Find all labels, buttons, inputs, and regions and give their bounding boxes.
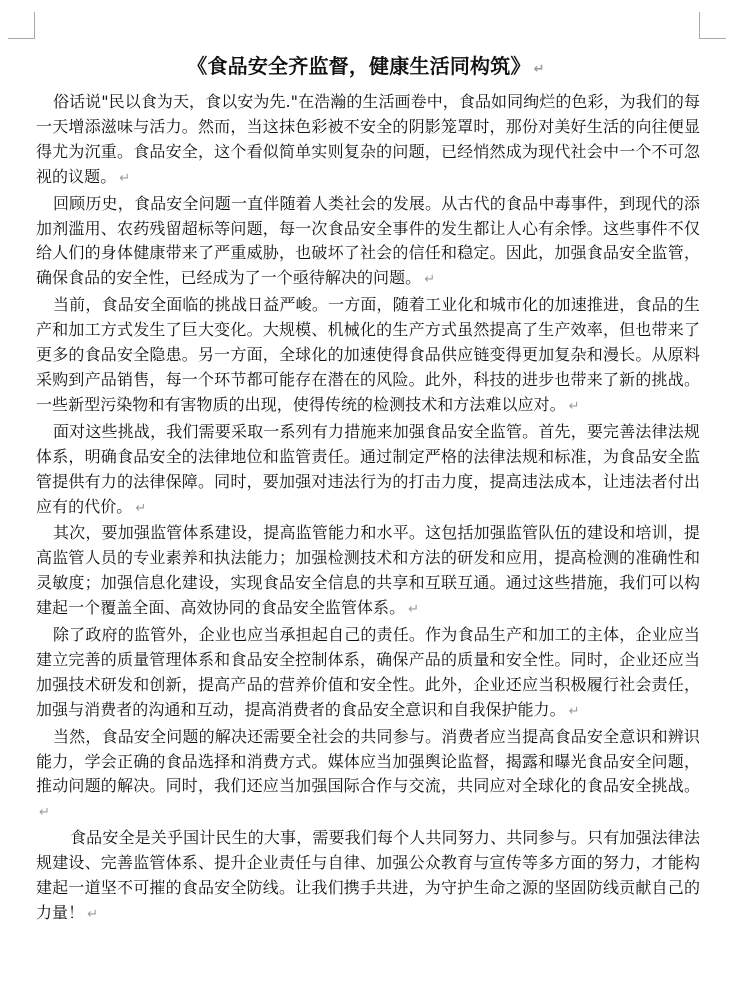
paragraph-mark-icon: ↵ (119, 170, 131, 186)
paragraph-text: 其次，要加强监管体系建设，提高监管能力和水平。这包括加强监管队伍的建设和培训，提高监管人员的专业素养和执法能力；加强检测技术和方法的研发和应用，提高检测的准确性和灵敏度；加强信息化建设，实现食品安全信息的共享和互联互通。通过这些措施，我们可以构建起一个覆盖全面、高效协同的食品安全监管体系。 (36, 523, 700, 618)
paragraph-mark-icon: ↵ (424, 272, 436, 288)
crop-mark-top-right (699, 12, 726, 39)
paragraph-mark-icon: ↵ (568, 703, 580, 719)
paragraph[interactable] (36, 623, 700, 725)
paragraph-mark-icon: ↵ (408, 602, 420, 618)
paragraph[interactable] (36, 90, 700, 192)
document-body[interactable] (36, 90, 700, 928)
paragraph-text: 食品安全是关乎国计民生的大事，需要我们每个人共同努力、共同参与。只有加强法律法规建设、完善监管体系、提升企业责任与自律、加强公众教育与宣传等多方面的努力，才能构建起一道坚不可摧的食品安全防线。让我们携手共进，为守护生命之源的坚固防线贡献自己的力量！ (36, 828, 700, 922)
paragraph-text: 除了政府的监管外，企业也应当承担起自己的责任。作为食品生产和加工的主体，企业应当建立完善的质量管理体系和食品安全控制体系，确保产品的质量和安全性。同时，企业还应当加强技术研发和创新，提高产品的营养价值和安全性。此外，企业还应当积极履行社会责任，加强与消费者的沟通和互动，提高消费者的食品安全意识和自我保护能力。 (36, 625, 700, 719)
paragraph[interactable] (36, 192, 700, 294)
paragraph[interactable] (36, 521, 700, 623)
document-title-line[interactable] (0, 51, 732, 85)
paragraph-text: 俗话说"民以食为天，食以安为先."在浩瀚的生活画卷中，食品如同绚烂的色彩，为我们的每一天增添滋味与活力。然而，当这抹色彩被不安全的阴影笼罩时，那份对美好生活的向往便显得尤为沉重。食品安全，这个看似简单实则复杂的问题，已经悄然成为现代社会中一个不可忽视的议题。 (36, 92, 700, 186)
paragraph[interactable] (36, 725, 700, 827)
paragraph-mark-icon: ↵ (568, 398, 580, 414)
paragraph[interactable] (36, 826, 700, 928)
paragraph-mark-icon: ↵ (39, 805, 50, 821)
paragraph-mark-icon: ↵ (533, 62, 545, 77)
crop-mark-top-left (8, 12, 35, 39)
paragraph-text: 回顾历史，食品安全问题一直伴随着人类社会的发展。从古代的食品中毒事件，到现代的添加剂滥用、农药残留超标等问题，每一次食品安全事件的发生都让人心有余悸。这些事件不仅给人们的身体健康带来了严重威胁，也破坏了社会的信任和稳定。因此，加强食品安全监管，确保食品的安全性，已经成为了一个亟待解决的问题。 (36, 193, 700, 288)
paragraph-text: 面对这些挑战，我们需要采取一系列有力措施来加强食品安全监管。首先，要完善法律法规体系，明确食品安全的法律地位和监管责任。通过制定严格的法律法规和标准，为食品安全监管提供有力的法律保障。同时，要加强对违法行为的打击力度，提高违法成本，让违法者付出应有的代价。 (36, 421, 700, 516)
document-title: 《食品安全齐监督，健康生活同构筑》 (187, 54, 531, 78)
paragraph[interactable] (36, 293, 700, 420)
paragraph-mark-icon: ↵ (135, 500, 147, 516)
paragraph-text: 当前，食品安全面临的挑战日益严峻。一方面，随着工业化和城市化的加速推进，食品的生产和加工方式发生了巨大变化。大规模、机械化的生产方式虽然提高了生产效率，但也带来了更多的食品安全隐患。另一方面，全球化的加速使得食品供应链变得更加复杂和漫长。从原料采购到产品销售，每一个环节都可能存在潜在的风险。此外，科技的进步也带来了新的挑战。一些新型污染物和有害物质的出现，使得传统的检测技术和方法难以应对。 (36, 295, 700, 414)
paragraph-text: 当然，食品安全问题的解决还需要全社会的共同参与。消费者应当提高食品安全意识和辨识能力，学会正确的食品选择和消费方式。媒体应当加强舆论监督，揭露和曝光食品安全问题，推动问题的解决。同时，我们还应当加强国际合作与交流，共同应对全球化的食品安全挑战。 (36, 726, 700, 796)
paragraph[interactable] (36, 420, 700, 522)
paragraph-mark-icon: ↵ (87, 907, 99, 922)
